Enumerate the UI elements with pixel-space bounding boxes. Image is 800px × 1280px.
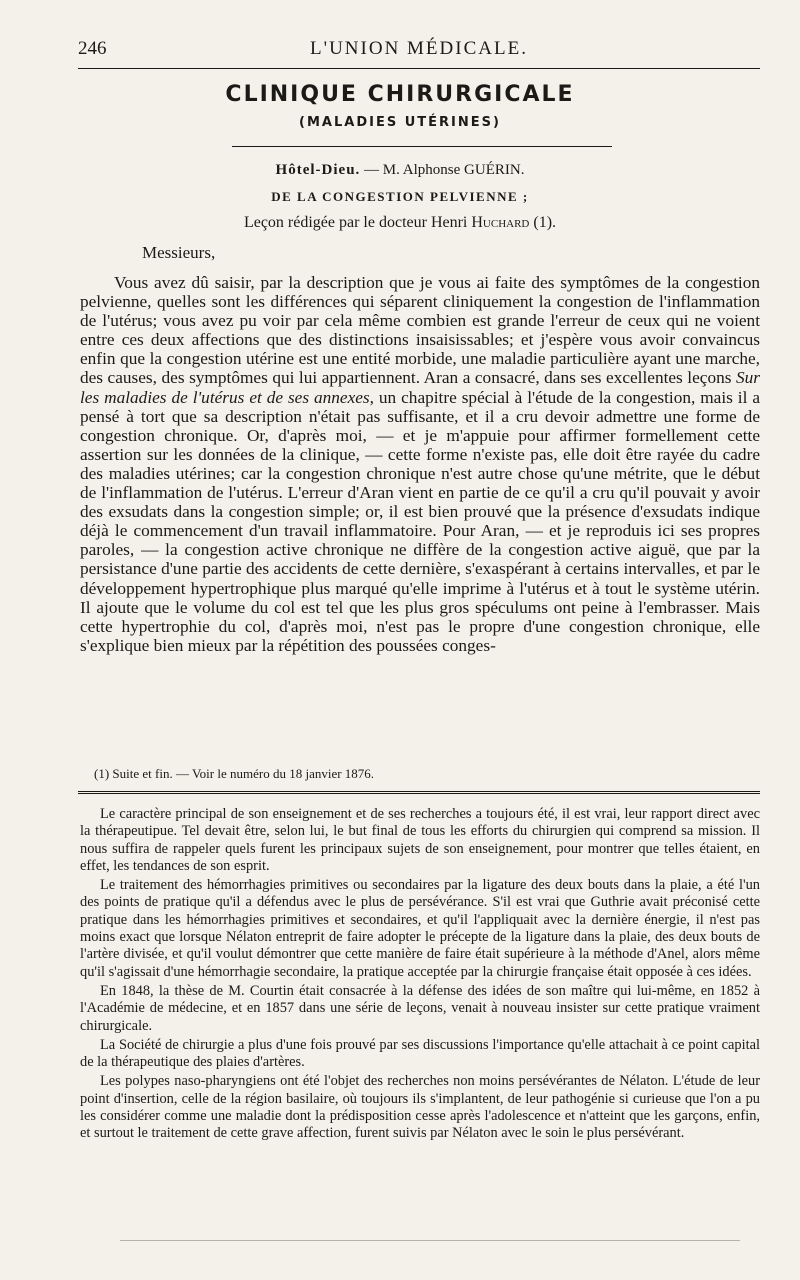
page-number: 246 — [78, 38, 107, 59]
byline-prefix: Leçon rédigée par le docteur Henri — [243, 214, 472, 231]
feuilleton-paragraph: La Société de chirurgie a plus d'une fois prouvé par ses discussions l'importance qu'elle attachait à ce point capital de la thérapeutique des plaies d'artères. — [80, 1036, 760, 1071]
hospital-line — [0, 162, 800, 179]
body-text-part-1: Vous avez dû saisir, par la description que je vous ai faite des symptômes de la congestion pelvienne, quelles sont les différences qui séparent cliniquement la congestion de l'inflammation de l'utérus; vous avez pu voir par cela même combien est grande l'erreur de ceux qui ne voient entre ces deux affections que des distinctions insaisissables; et j'espère vous avoir convaincus enfin que la congestion utérine est une entité morbide, une maladie particulière ayant une marche, des causes, des symptômes qui lui appartiennent. Aran a consacré, dans ses excellentes leçons — [80, 273, 760, 388]
section-subtitle: (MALADIES UTÉRINES) — [299, 115, 501, 130]
hospital-name: Hôtel-Dieu. — [275, 162, 361, 178]
running-header — [78, 38, 760, 62]
section-rule — [232, 146, 612, 147]
byline-footnote-ref: (1). — [529, 214, 557, 231]
lecture-subject: DE LA CONGESTION PELVIENNE ; — [271, 189, 529, 204]
feuilleton-section — [80, 806, 760, 1145]
feuilleton-rule — [78, 791, 760, 794]
header-rule — [78, 68, 760, 69]
footnote: (1) Suite et fin. — Voir le numéro du 18 janvier 1876. — [94, 766, 375, 781]
body-paragraph — [80, 273, 760, 655]
feuilleton-paragraph: En 1848, la thèse de M. Courtin était consacrée à la défense des idées de son maître qui lui-même, en 1852 à l'Académie de médecine, et en 1857 dans une série de leçons, venait à nouveau insister sur cette pratique vraiment chirurgicale. — [80, 982, 760, 1034]
salutation: Messieurs, — [142, 243, 216, 262]
lecture-byline — [0, 214, 800, 232]
feuilleton-paragraph: Le traitement des hémorrhagies primitives ou secondaires par la ligature des deux bouts dans la plaie, a été l'un des points de pratique qu'il a défendus avec le plus de persévérance. S'il est vrai que Guthrie avait préconisé cette pratique dans les hémorrhagies primitives et secondaires, et qu'il l'appliquait avec la dernière énergie, il n'est pas moins exact que lorsque Nélaton entreprit de faire adopter le précepte de la ligature dans la plaie, des deux bouts de l'artère divisée, et qu'il voulut démontrer que cette manière de faire était supérieure à la méthode d'Anel, alors même qu'il s'agissait d'une hémorrhagie secondaire, la pratique acceptée par la chirurgie française était opposée à ces idées. — [80, 877, 760, 980]
byline-author: Huchard — [471, 214, 530, 231]
section-title: CLINIQUE CHIRURGICALE — [225, 82, 575, 107]
feuilleton-paragraph: Le caractère principal de son enseignement et de ses recherches a toujours été, il est vrai, leur rapport direct avec la thérapeutipue. Tel devait être, selon lui, le but final de tous les efforts du chirurgien qui comprend sa mission. Il nous suffira de rappeler quels furent les principaux sujets de son enseignement, pour montrer que telles étaient, en effet, les tendances de son esprit. — [80, 806, 760, 874]
lecture-body — [80, 273, 760, 655]
running-title: L'UNION MÉDICALE. — [310, 38, 528, 59]
feuilleton-paragraph: Les polypes naso-pharyngiens ont été l'objet des recherches non moins persévérantes de Nélaton. L'étude de leur point d'insertion, celle de la région basilaire, où toujours ils s'implantent, de leur pathogénie si curieuse que l'on a pu les considérer comme une maladie dont la prédisposition cesse après l'adolescence et n'atteint que les garçons, enfin, et surtout le traitement de cette grave affection, furent suivis par Nélaton avec le soin le plus persévérant. — [80, 1073, 760, 1142]
professor-name: — M. Alphonse GUÉRIN. — [360, 162, 525, 178]
cited-work-title: Sur les maladies de l'utérus et de ses annexes — [80, 368, 760, 407]
body-text-part-2: , un chapitre spécial à l'étude de la congestion, mais il a pensé à tort que sa description n'était pas suffisante, et il a cru devoir admettre une forme de congestion chronique. Or, d'après moi, — et je m'appuie pour affirmer formellement cette assertion sur les données de la clinique, — cette forme n'existe pas, elle doit être rayée du cadre des maladies utérines; car la congestion chronique n'est autre chose qu'une métrite, que le début de l'inflammation de l'utérus. L'erreur d'Aran vient en partie de ce qu'il a cru qu'il pouvait y avoir des exsudats dans la congestion simple; or, il est bien prouvé que la présence d'exsudats indique déjà le commencement d'un travail inflammatoire. Pour Aran, — et je reproduis ici ses propres paroles, — la congestion active chronique ne diffère de la congestion active aiguë, que par la persistance d'une partie des accidents de cette dernière, s'exaspérant à certains intervalles, et par le développement hypertrophique plus marqué qu'elle imprime à l'utérus et à tout le système utérin. Il ajoute que le volume du col est tel que les plus gros spéculums ont peine à l'embrasser. Mais cette hypertrophie du col, d'après moi, n'est pas le propre d'une congestion chronique, elle s'explique bien mieux par la répétition des poussées conges- — [80, 387, 760, 655]
bleed-through-line — [120, 1240, 740, 1251]
